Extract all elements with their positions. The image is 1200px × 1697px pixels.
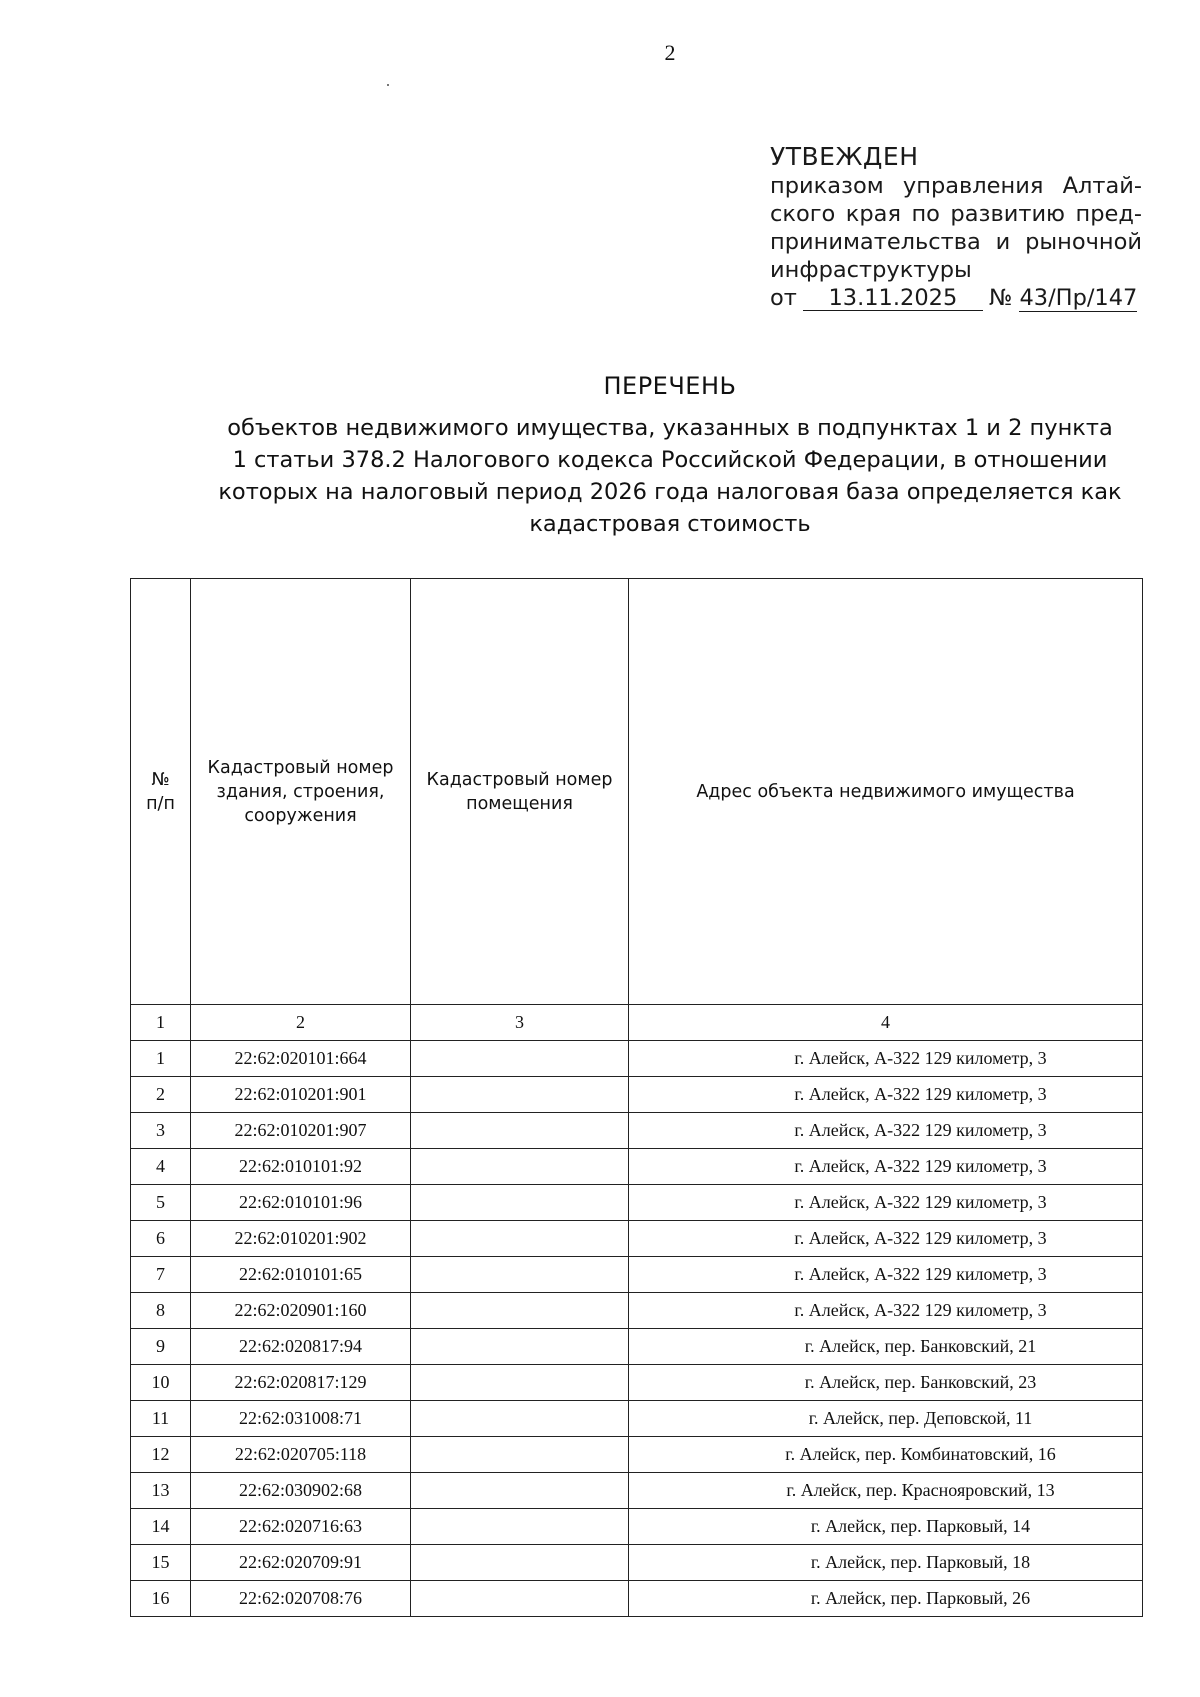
approval-line: ского края по развитию пред- [770, 201, 1142, 227]
column-number-row [131, 1005, 1143, 1041]
number-prefix: № [988, 285, 1013, 311]
approval-line: приказом управления Алтай- [770, 173, 1142, 199]
table-row [131, 1077, 1143, 1113]
table-row [131, 1221, 1143, 1257]
table-row [131, 1437, 1143, 1473]
table-row [131, 1185, 1143, 1221]
subtitle-line: 1 статьи 378.2 Налогового кодекса Российской Федерации, в отношении [232, 447, 1108, 473]
building-cadastral-number: 22:62:020901:160 [191, 1293, 411, 1329]
table-row [131, 1473, 1143, 1509]
table-header-row [131, 579, 1143, 1005]
table-row [131, 1041, 1143, 1077]
subtitle-line: кадастровая стоимость [529, 511, 811, 537]
row-index: 4 [131, 1149, 191, 1185]
subtitle-line: объектов недвижимого имущества, указанных в подпунктах 1 и 2 пункта [227, 415, 1113, 441]
table-row [131, 1257, 1143, 1293]
header-room-cadastral: Кадастровый номер помещения [411, 579, 629, 1005]
building-cadastral-number: 22:62:020817:129 [191, 1365, 411, 1401]
property-address: г. Алейск, пер. Деповской, 11 [629, 1401, 1143, 1437]
room-cadastral-number [411, 1113, 629, 1149]
building-cadastral-number: 22:62:010101:96 [191, 1185, 411, 1221]
room-cadastral-number [411, 1509, 629, 1545]
row-index: 15 [131, 1545, 191, 1581]
column-number: 4 [629, 1005, 1143, 1041]
room-cadastral-number [411, 1077, 629, 1113]
property-address: г. Алейск, А-322 129 километр, 3 [629, 1221, 1143, 1257]
subtitle-line: которых на налоговый период 2026 года налоговая база определяется как [218, 479, 1122, 505]
room-cadastral-number [411, 1329, 629, 1365]
room-cadastral-number [411, 1149, 629, 1185]
property-address: г. Алейск, пер. Банковский, 21 [629, 1329, 1143, 1365]
row-index: 5 [131, 1185, 191, 1221]
row-index: 1 [131, 1041, 191, 1077]
scan-dot [387, 84, 389, 86]
column-number: 2 [191, 1005, 411, 1041]
approval-number: 43/Пр/147 [1019, 285, 1138, 311]
building-cadastral-number: 22:62:020101:664 [191, 1041, 411, 1077]
building-cadastral-number: 22:62:010201:902 [191, 1221, 411, 1257]
row-index: 3 [131, 1113, 191, 1149]
building-cadastral-number: 22:62:030902:68 [191, 1473, 411, 1509]
property-address: г. Алейск, пер. Банковский, 23 [629, 1365, 1143, 1401]
room-cadastral-number [411, 1221, 629, 1257]
property-address: г. Алейск, пер. Парковый, 14 [629, 1509, 1143, 1545]
property-address: г. Алейск, пер. Краснояровский, 13 [629, 1473, 1143, 1509]
table-row [131, 1113, 1143, 1149]
table-row [131, 1293, 1143, 1329]
property-address: г. Алейск, А-322 129 километр, 3 [629, 1257, 1143, 1293]
building-cadastral-number: 22:62:031008:71 [191, 1401, 411, 1437]
row-index: 7 [131, 1257, 191, 1293]
property-address: г. Алейск, пер. Парковый, 18 [629, 1545, 1143, 1581]
row-index: 11 [131, 1401, 191, 1437]
column-number: 1 [131, 1005, 191, 1041]
property-address: г. Алейск, А-322 129 километр, 3 [629, 1293, 1143, 1329]
row-index: 14 [131, 1509, 191, 1545]
table-row [131, 1509, 1143, 1545]
room-cadastral-number [411, 1041, 629, 1077]
document-subtitle [200, 412, 1140, 540]
row-index: 10 [131, 1365, 191, 1401]
property-address: г. Алейск, А-322 129 километр, 3 [629, 1149, 1143, 1185]
row-index: 8 [131, 1293, 191, 1329]
page-number: 2 [664, 40, 676, 65]
table-row [131, 1401, 1143, 1437]
building-cadastral-number: 22:62:010201:907 [191, 1113, 411, 1149]
room-cadastral-number [411, 1581, 629, 1617]
property-address: г. Алейск, А-322 129 километр, 3 [629, 1185, 1143, 1221]
building-cadastral-number: 22:62:020709:91 [191, 1545, 411, 1581]
building-cadastral-number: 22:62:010201:901 [191, 1077, 411, 1113]
row-index: 16 [131, 1581, 191, 1617]
header-index: № п/п [131, 579, 191, 1005]
table-row [131, 1329, 1143, 1365]
room-cadastral-number [411, 1401, 629, 1437]
property-address: г. Алейск, А-322 129 километр, 3 [629, 1113, 1143, 1149]
table-row [131, 1149, 1143, 1185]
room-cadastral-number [411, 1293, 629, 1329]
date-prefix: от [770, 285, 797, 311]
row-index: 6 [131, 1221, 191, 1257]
approval-date: 13.11.2025 [803, 286, 983, 311]
building-cadastral-number: 22:62:020817:94 [191, 1329, 411, 1365]
header-building-cadastral: Кадастровый номер здания, строения, сооружения [191, 579, 411, 1005]
room-cadastral-number [411, 1257, 629, 1293]
table-row [131, 1365, 1143, 1401]
room-cadastral-number [411, 1437, 629, 1473]
document-title: ПЕРЕЧЕНЬ [603, 372, 737, 400]
building-cadastral-number: 22:62:020708:76 [191, 1581, 411, 1617]
row-index: 12 [131, 1437, 191, 1473]
row-index: 9 [131, 1329, 191, 1365]
property-address: г. Алейск, пер. Парковый, 26 [629, 1581, 1143, 1617]
table-row [131, 1545, 1143, 1581]
building-cadastral-number: 22:62:010101:65 [191, 1257, 411, 1293]
row-index: 13 [131, 1473, 191, 1509]
room-cadastral-number [411, 1365, 629, 1401]
building-cadastral-number: 22:62:020705:118 [191, 1437, 411, 1473]
property-address: г. Алейск, А-322 129 километр, 3 [629, 1077, 1143, 1113]
table-row [131, 1581, 1143, 1617]
column-number: 3 [411, 1005, 629, 1041]
property-address: г. Алейск, А-322 129 километр, 3 [629, 1041, 1143, 1077]
room-cadastral-number [411, 1473, 629, 1509]
room-cadastral-number [411, 1185, 629, 1221]
header-address: Адрес объекта недвижимого имущества [629, 579, 1143, 1005]
row-index: 2 [131, 1077, 191, 1113]
approval-heading: УТВЕЖДЕН [770, 142, 919, 171]
approval-date-line [770, 284, 1150, 312]
property-table [130, 578, 1143, 1617]
approval-line: принимательства и рыночной [770, 229, 1142, 255]
building-cadastral-number: 22:62:020716:63 [191, 1509, 411, 1545]
room-cadastral-number [411, 1545, 629, 1581]
property-address: г. Алейск, пер. Комбинатовский, 16 [629, 1437, 1143, 1473]
approval-line: инфраструктуры [770, 257, 972, 283]
building-cadastral-number: 22:62:010101:92 [191, 1149, 411, 1185]
approval-block [770, 142, 1150, 312]
